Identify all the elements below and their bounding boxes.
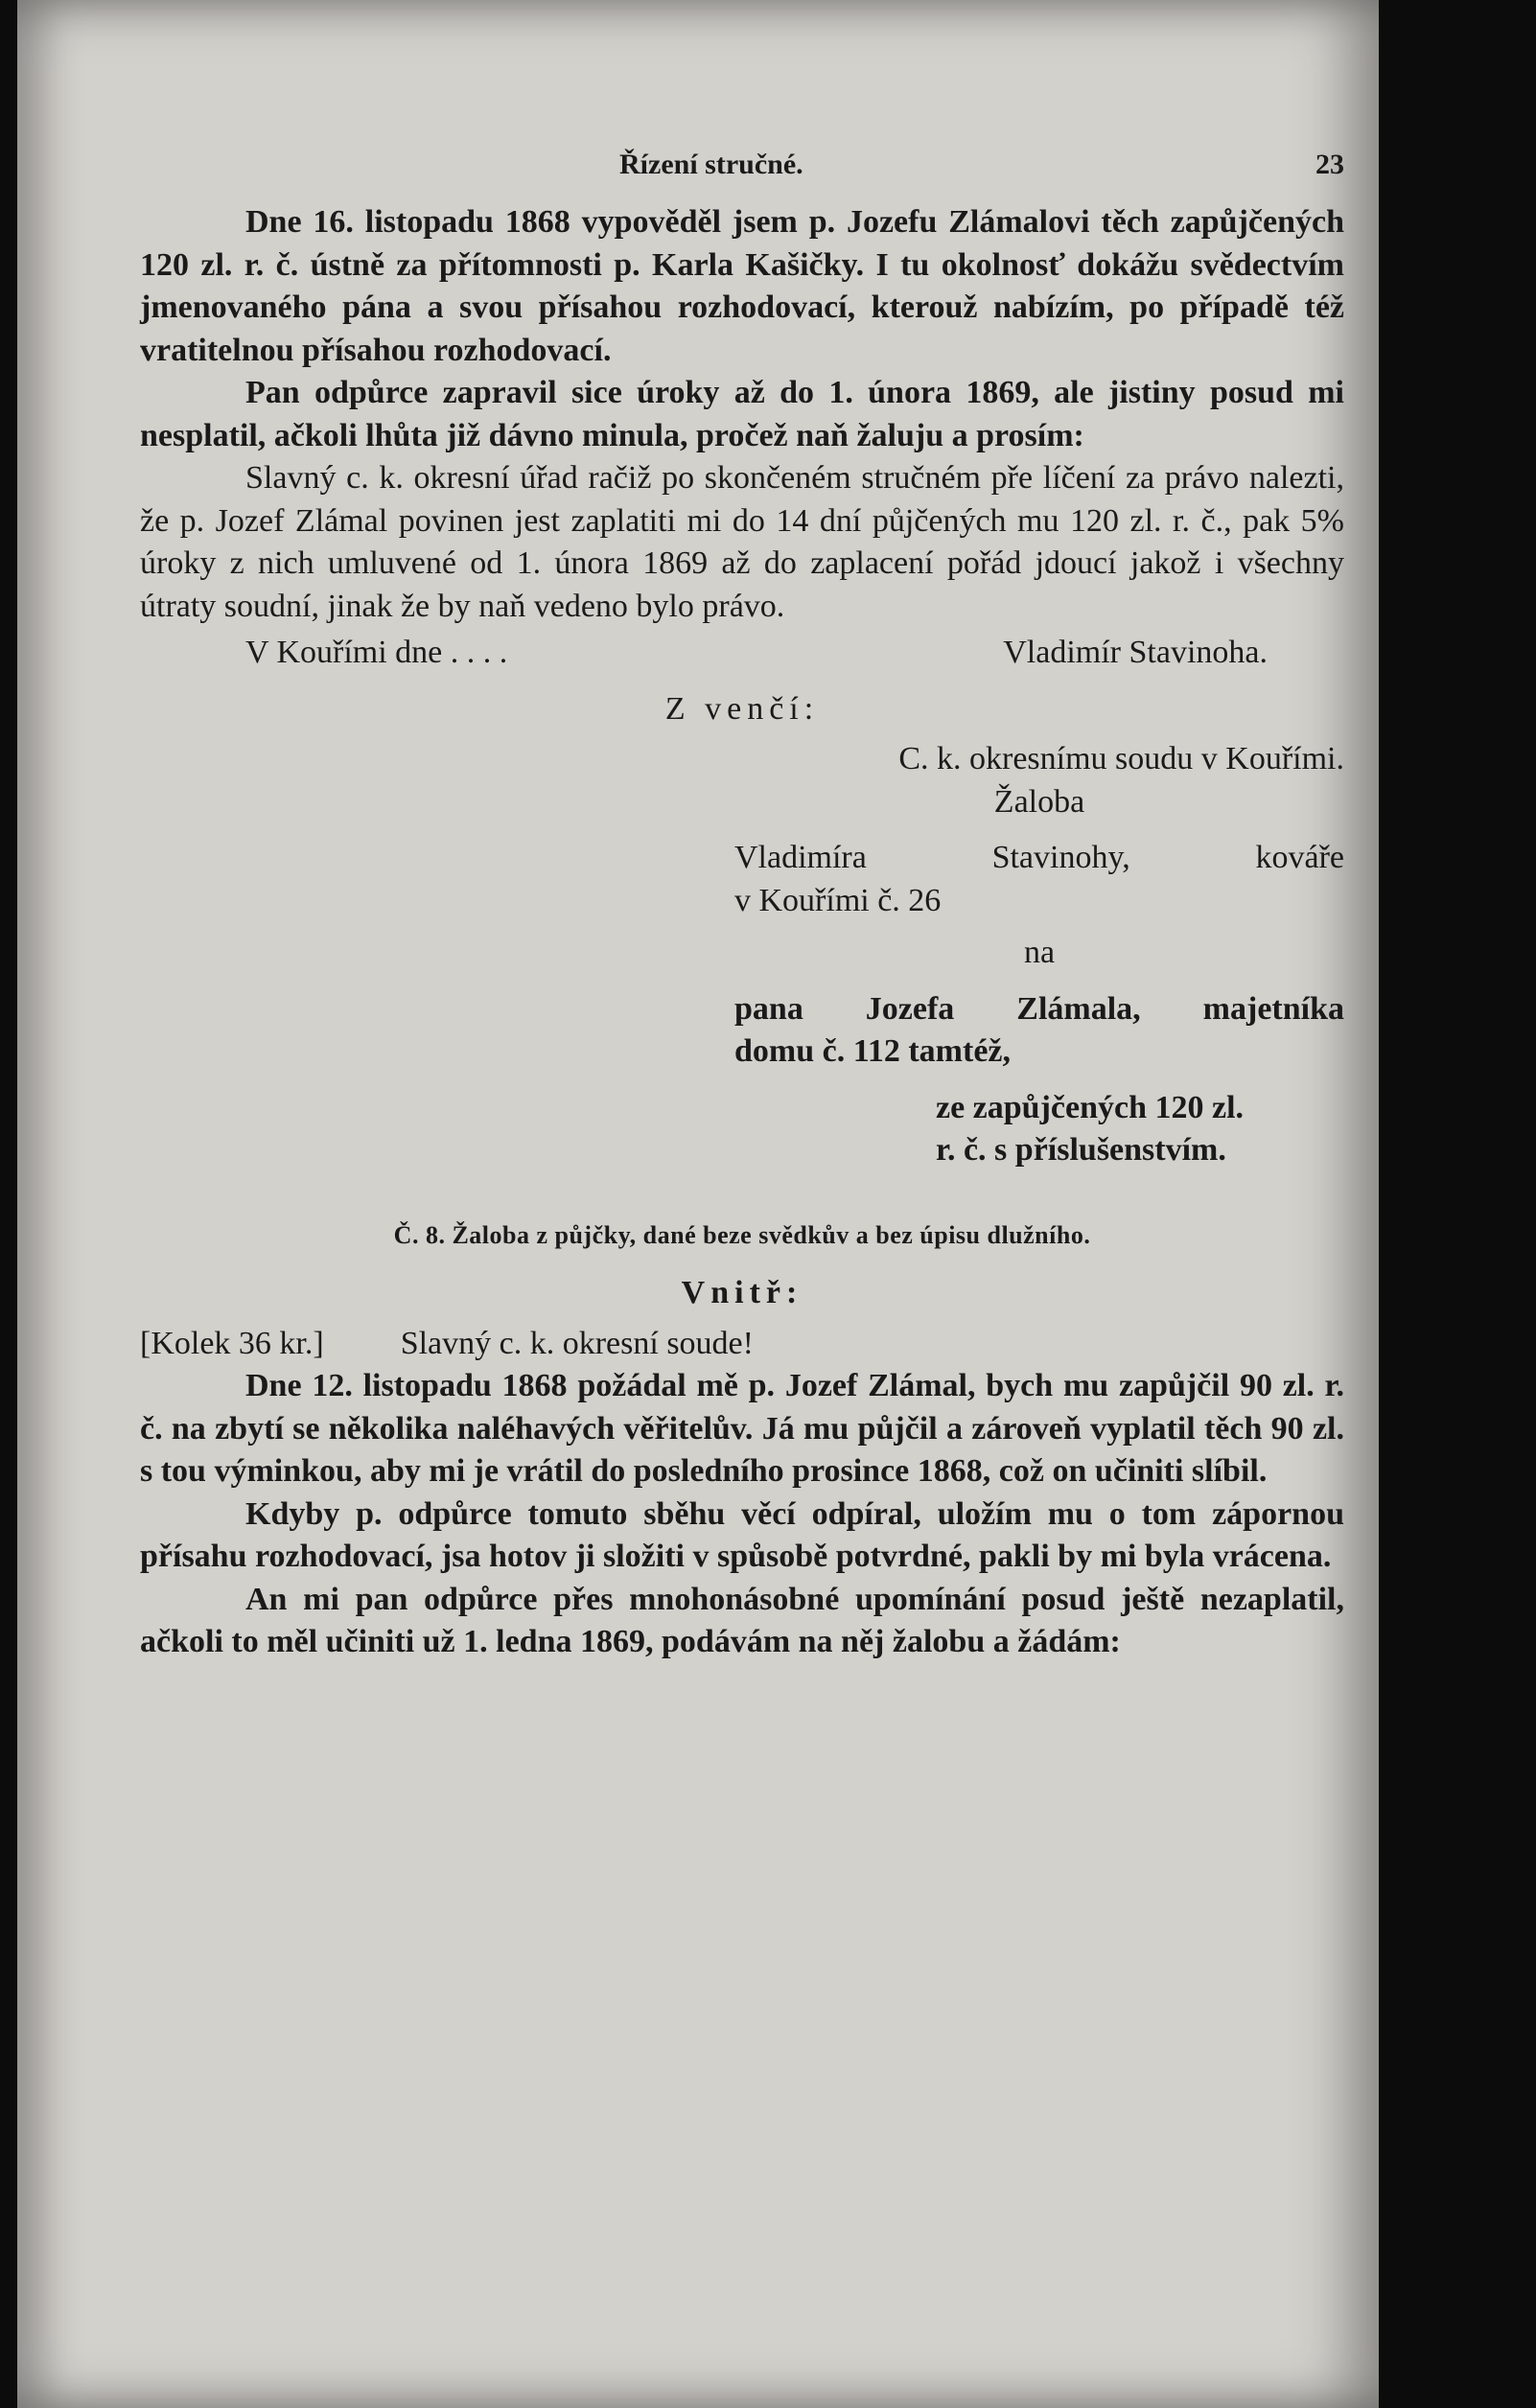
addressee: C. k. okresnímu soudu v Kouřími. — [898, 741, 1344, 776]
running-title: Řízení stručné. — [619, 149, 803, 180]
place-date: V Kouřími dne . . . . — [245, 635, 508, 670]
inside-label: Vnitř: — [681, 1275, 803, 1310]
paragraph-notice: Dne 16. listopadu 1868 vypověděl jsem p. Jozefu Zlámalovi těch zapůjčených 120 zl. r. č. ústně za přítomnosti p. Karla Kašičky. I tu okolnosť dokážu svědectvím jmenovaného pána a svou přísahou rozhodovací, kterouž nabízím, po případě též vratitelnou přísahou rozhodovací. — [140, 204, 1344, 368]
subject-line-1: ze zapůjčených 120 zl. — [936, 1089, 1245, 1125]
section-heading: Č. 8. Žaloba z půjčky, dané beze svědkův a bez úpisu dlužního. — [393, 1220, 1091, 1249]
stamp-row — [140, 1323, 1344, 1366]
outside-label: Z venčí: — [664, 690, 820, 727]
defendant-line-2: domu č. 112 tamtéž, — [734, 1033, 1012, 1069]
stamp-note: [Kolek 36 kr.] — [140, 1325, 324, 1361]
paragraph-petition: Slavný c. k. okresní úřad račiž po skončeném stručném pře líčení za právo nalezti, že p. Jozef Zlámal povinen jest zaplatiti mi do 14 dní půjčených mu 120 zl. r. č., pak 5% úroky z nich umluvené od 1. února 1869 až do zaplacení pořád jdoucí jakož i všechny útraty soudní, jinak že by naň vedeno bylo právo. — [140, 460, 1344, 624]
running-header — [140, 144, 1344, 201]
salutation: Slavný c. k. okresní soude! — [400, 1325, 754, 1361]
page-number: 23 — [1315, 149, 1344, 180]
defendant-line-1: pana Jozefa Zlámala, majetníka — [734, 990, 1344, 1027]
paragraph-oath: Kdyby p. odpůrce tomuto sběhu věcí odpíral, uložím mu o tom zápornou přísahu rozhodovací, jsa hotov ji složiti v spůsobě potvrdné, pakli by mi byla vrácena. — [140, 1495, 1344, 1574]
plaintiff-line-2: v Kouřími č. 26 — [734, 882, 942, 918]
paragraph-loan: Dne 12. listopadu 1868 požádal mě p. Jozef Zlámal, bych mu zapůjčil 90 zl. r. č. na zbytí se několika naléhavých věřitelův. Já mu půjčil a zároveň vyplatil těch 90 zl. s tou výminkou, aby mi je vrátil do posledního prosince 1868, což on učiniti slíbil. — [140, 1368, 1344, 1489]
plaintiff-line-1: Vladimíra Stavinohy, kováře — [734, 840, 1344, 875]
paragraph-interest: Pan odpůrce zapravil sice úroky až do 1. února 1869, ale jistiny posud mi nesplatil, ačkoli lhůta již dávno minula, pročež naň žaluju a prosím: — [140, 375, 1344, 453]
subject-line-2: r. č. s příslušenstvím. — [936, 1132, 1226, 1168]
scanned-page — [17, 0, 1379, 2408]
address-block — [734, 738, 1344, 1172]
signature: Vladimír Stavinoha. — [1003, 635, 1268, 670]
paragraph-demand: An mi pan odpůrce přes mnohonásobné upomínání posud ještě nezaplatil, ačkoli to měl učiniti už 1. ledna 1869, podávám na něj žalobu a žádám: — [140, 1581, 1344, 1659]
page-text — [140, 144, 1344, 1664]
document-type: Žaloba — [993, 783, 1085, 820]
versus: na — [1023, 935, 1056, 970]
signature-row — [140, 632, 1344, 675]
